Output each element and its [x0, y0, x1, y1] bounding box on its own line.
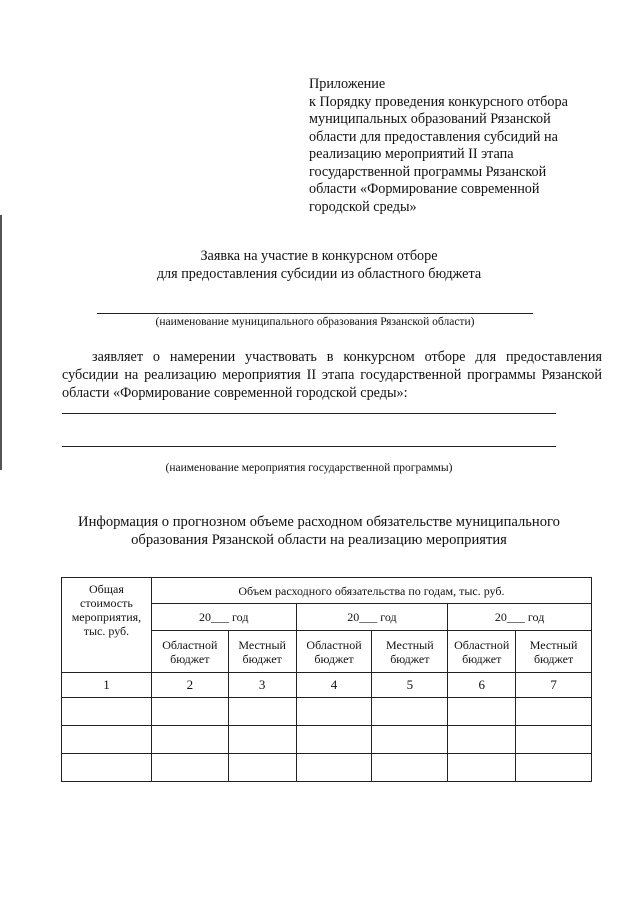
- appendix-block: [309, 76, 568, 216]
- info-title-line: образования Рязанской области на реализацию мероприятия: [131, 531, 507, 548]
- empty-cell: [228, 726, 296, 754]
- header-budget: Местный бюджет: [516, 631, 592, 673]
- column-number: 1: [62, 673, 152, 698]
- header-year: 20___ год: [151, 604, 296, 631]
- header-budget: Местный бюджет: [372, 631, 448, 673]
- event-fill-line-1: [62, 413, 556, 414]
- table-row: [62, 754, 592, 782]
- header-budget: Областной бюджет: [296, 631, 372, 673]
- appendix-line: Приложение: [309, 76, 386, 92]
- header-group: Объем расходного обязательства по годам, тыс. руб.: [151, 578, 591, 604]
- appendix-line: городской среды»: [309, 198, 417, 215]
- event-fill-line-2: [62, 446, 556, 447]
- appendix-line: области для предоставления субсидий на: [309, 128, 558, 145]
- appendix-line: муниципальных образований Рязанской: [309, 111, 551, 127]
- municipality-caption: (наименование муниципального образования Рязанской области): [155, 316, 475, 328]
- header-total-cost: Общая стоимость мероприятия, тыс. руб.: [62, 578, 152, 673]
- empty-cell: [228, 698, 296, 726]
- empty-cell: [448, 698, 516, 726]
- empty-cell: [62, 754, 152, 782]
- header-budget: Областной бюджет: [448, 631, 516, 673]
- municipality-fill-line: [97, 313, 533, 314]
- empty-cell: [448, 754, 516, 782]
- column-number: 2: [151, 673, 228, 698]
- empty-cell: [296, 726, 372, 754]
- appendix-line: области «Формирование современной: [309, 181, 540, 197]
- table-row: [62, 726, 592, 754]
- empty-cell: [516, 698, 592, 726]
- empty-cell: [62, 698, 152, 726]
- title-line: для предоставления субсидии из областного бюджета: [156, 265, 482, 282]
- appendix-line: к Порядку проведения конкурсного отбора: [309, 93, 568, 110]
- column-number: 6: [448, 673, 516, 698]
- header-year: 20___ год: [448, 604, 592, 631]
- empty-cell: [448, 726, 516, 754]
- empty-cell: [62, 726, 152, 754]
- empty-cell: [372, 754, 448, 782]
- empty-cell: [372, 698, 448, 726]
- empty-cell: [228, 754, 296, 782]
- empty-cell: [516, 726, 592, 754]
- title-line: Заявка на участие в конкурсном отборе: [200, 248, 438, 264]
- empty-cell: [516, 754, 592, 782]
- empty-cell: [296, 754, 372, 782]
- column-number: 3: [228, 673, 296, 698]
- event-caption: (наименование мероприятия государственной программы): [165, 462, 453, 474]
- empty-cell: [372, 726, 448, 754]
- empty-cell: [151, 698, 228, 726]
- column-number: 7: [516, 673, 592, 698]
- header-year: 20___ год: [296, 604, 448, 631]
- appendix-line: реализацию мероприятий II этапа: [309, 146, 514, 162]
- header-budget: Областной бюджет: [151, 631, 228, 673]
- empty-cell: [151, 754, 228, 782]
- header-budget: Местный бюджет: [228, 631, 296, 673]
- column-number: 5: [372, 673, 448, 698]
- appendix-line: государственной программы Рязанской: [309, 163, 547, 180]
- info-title: [0, 514, 638, 549]
- application-title: [0, 248, 638, 283]
- info-title-line: Информация о прогнозном объеме расходном обязательстве муниципального: [78, 514, 560, 530]
- empty-cell: [296, 698, 372, 726]
- table-row: [62, 698, 592, 726]
- empty-cell: [151, 726, 228, 754]
- column-number: 4: [296, 673, 372, 698]
- obligation-table: [61, 577, 592, 782]
- body-text: заявляет о намерении участвовать в конкурсном отборе для предоставления субсидии на реализацию мероприятия II этапа государственной программы Рязанской области «Формирование современной городской среды»:: [62, 349, 602, 401]
